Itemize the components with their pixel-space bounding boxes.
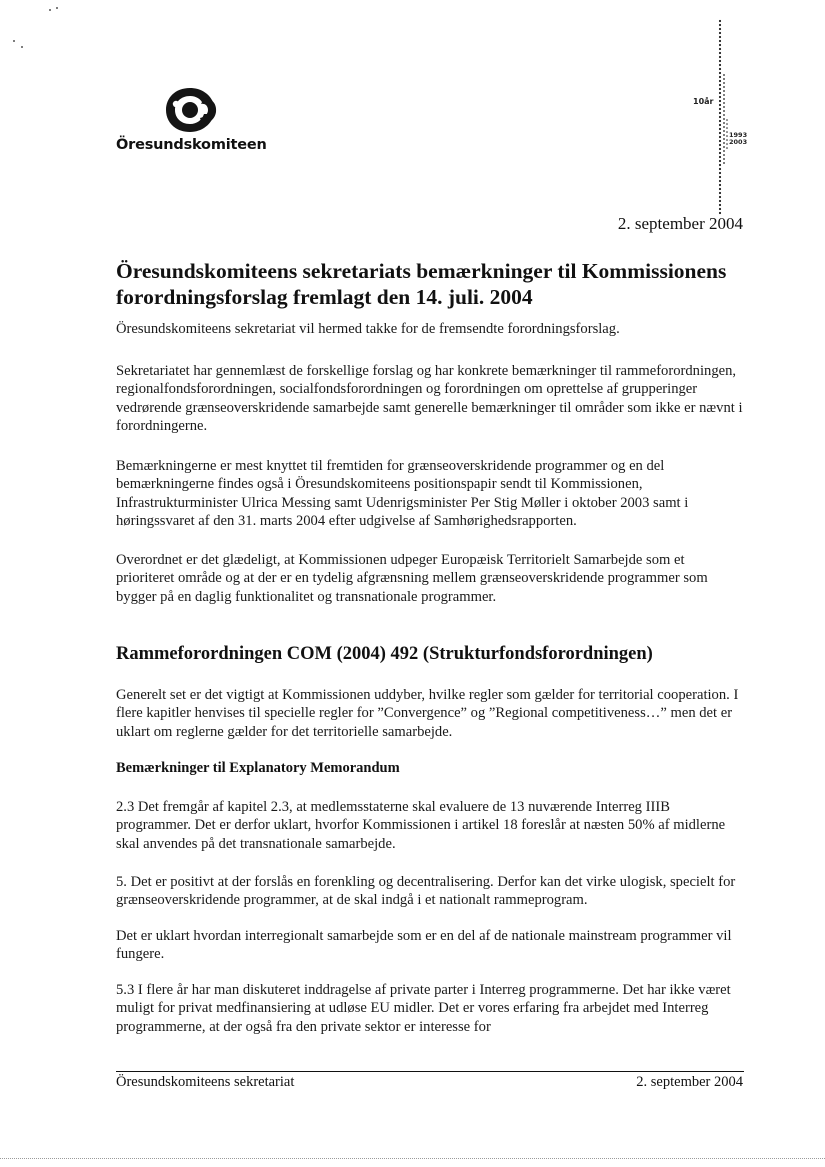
anniversary-year-end: 2003: [729, 138, 748, 146]
anniversary-label: 10år: [693, 97, 714, 106]
intro-paragraph: Öresundskomiteens sekretariat vil hermed takke for de fremsendte forordningsforslag.: [116, 321, 620, 337]
section-heading: Rammeforordningen COM (2004) 492 (Strukturfondsforordningen): [116, 644, 653, 664]
footer-date: 2. september 2004: [636, 1074, 743, 1090]
dotted-line-graphic: [683, 15, 763, 225]
oresund-emblem-icon: [160, 84, 220, 136]
anniversary-year-start: 1993: [729, 131, 748, 139]
memorandum-item: 2.3 Det fremgår af kapitel 2.3, at medlemsstaterne skal evaluere de 13 nuværende Interreg IIIB programmer. Det er derfor uklart, hvorfor Kommissionen i artikel 18 foreslår at næsten 50% af midlerne skal anvendes på det transnationale samarbejde.: [116, 799, 726, 852]
scan-speck: [56, 7, 58, 9]
organization-name: Öresundskomiteen: [116, 137, 267, 153]
intro-paragraph: Sekretariatet har gennemlæst de forskellige forslag og har konkrete bemærkninger til rammeforordningen, regionalfondsforordningen, socialfondsforordningen og forordningen om oprettelse af grupperinger vedrørende grænseoverskridende samarbejde samt generelle bemærkninger til områder som ikke er nævnt i forordningerne.: [116, 363, 743, 434]
scan-speck: [21, 46, 23, 48]
intro-paragraph: Overordnet er det glædeligt, at Kommissionen udpeger Europæisk Territorielt Samarbejde som et prioriteret område og at der er en tydelig afgrænsning mellem grænseoverskridende programmer som bygger på en daglig funktionalitet og transnationale programmer.: [116, 552, 708, 605]
footer-rule: [116, 1071, 744, 1072]
document-title: Öresundskomiteens sekretariats bemærkninger til Kommissionens forordningsforslag fremlagt den 14. juli. 2004: [116, 259, 727, 309]
memorandum-item: 5. Det er positivt at der forslås en forenkling og decentralisering. Derfor kan det virke ulogisk, specielt for grænseoverskridende programmer, at de skal indgå i et nationalt rammeprogram.: [116, 874, 736, 909]
scan-speck: [13, 40, 15, 42]
footer-organization: Öresundskomiteens sekretariat: [116, 1074, 295, 1090]
scan-edge-line: [0, 1158, 825, 1159]
memorandum-item: 5.3 I flere år har man diskuteret inddragelse af private parter i Interreg programmerne. Det har ikke været muligt for privat medfinansiering at udløse EU midler. Det er vores erfaring fra arbejdet med Interreg programmerne, at der også fra den private sektor er interesse for: [116, 982, 731, 1035]
anniversary-mark: [683, 15, 763, 225]
memorandum-item: Det er uklart hvordan interregionalt samarbejde som er en del af de nationale mainstream programmer vil fungere.: [116, 928, 732, 963]
intro-paragraph: Bemærkningerne er mest knyttet til fremtiden for grænseoverskridende programmer og en del bemærkningerne findes også i Öresundskomiteens positionspapir sendt til Kommissionen, Infrastrukturminister Ulrica Messing samt Udenrigsminister Per Stig Møller i oktober 2003 samt i høringssvaret af den 31. marts 2004 efter udgivelse af Samhørighedsrapporten.: [116, 458, 689, 529]
letter-date: 2. september 2004: [617, 214, 743, 233]
section-paragraph: Generelt set er det vigtigt at Kommissionen uddyber, hvilke regler som gælder for territorial cooperation. I flere kapitler henvises til specielle regler for ”Convergence” og ”Regional competitiveness…” men det er uklart om reglerne gælder for det territorielle samarbejde.: [116, 687, 739, 740]
scan-speck: [49, 9, 51, 11]
memorandum-heading: Bemærkninger til Explanatory Memorandum: [116, 760, 400, 776]
